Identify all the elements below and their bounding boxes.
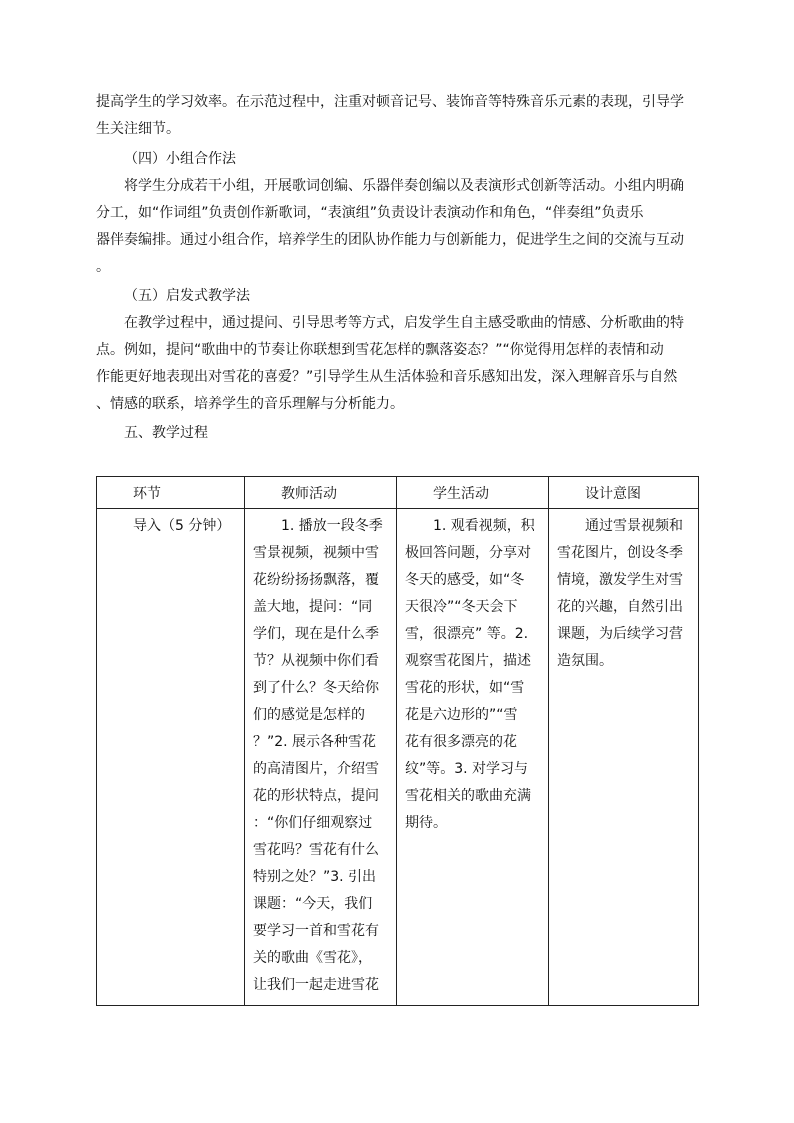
header-cell-stage: 环节 <box>97 477 245 509</box>
teacher-line: 们的感觉是怎样的 <box>253 707 365 723</box>
text-line: 提高学生的学习效率。在示范过程中，注重对顿音记号、装饰音等特殊音乐元素的表现，引导学 <box>96 94 684 110</box>
header-cell-teacher: 教师活动 <box>245 477 397 509</box>
paragraph-heuristic <box>96 310 698 418</box>
teacher-line: ：“你们仔细观察过 <box>253 815 373 831</box>
student-line: 天很冷”“冬天会下 <box>405 599 518 615</box>
intent-line: 课题，为后续学习营 <box>557 626 683 642</box>
student-line: 1. 观看视频，积 <box>433 518 535 534</box>
teacher-line: 花的形状特点，提问 <box>253 788 379 804</box>
student-line: 雪花的形状，如“雪 <box>405 680 525 696</box>
student-line: 极回答问题，分享对 <box>405 545 531 561</box>
student-line: 期待。 <box>405 815 447 831</box>
section-heading-group-work: （四）小组合作法 <box>124 151 236 167</box>
intent-line: 造氛围。 <box>557 653 613 669</box>
paragraph-intro <box>96 89 698 143</box>
teacher-line: 关的歌曲《雪花》， <box>253 950 372 966</box>
teacher-line: 要学习一首和雪花有 <box>253 923 379 939</box>
cell-student-activity <box>397 509 549 1006</box>
teacher-line: 花纷纷扬扬飘落，覆 <box>253 572 379 588</box>
intent-line: 雪花图片，创设冬季 <box>557 545 683 561</box>
text-line: 。 <box>96 259 110 275</box>
teacher-line: 节？从视频中你们看 <box>253 653 379 669</box>
teacher-line: 到了什么？冬天给你 <box>253 680 379 696</box>
cell-teacher-activity <box>245 509 397 1006</box>
student-line: 花是六边形的”“雪 <box>405 707 518 723</box>
intent-line: 花的兴趣，自然引出 <box>557 599 683 615</box>
student-line: 观察雪花图片，描述 <box>405 653 531 669</box>
student-line: 雪，很漂亮” 等。2. <box>405 626 529 642</box>
teacher-line: 的高清图片，介绍雪 <box>253 761 379 777</box>
text-line: 生关注细节。 <box>96 121 180 137</box>
student-line: 纹”等。3. 对学习与 <box>405 761 529 777</box>
table-row <box>97 509 699 1006</box>
cell-design-intent <box>549 509 699 1006</box>
text-line: 点。例如，提问“歌曲中的节奏让你联想到雪花怎样的飘落姿态？”“你觉得用怎样的表情和动 <box>96 342 664 358</box>
text-line: 将学生分成若干小组，开展歌词创编、乐器伴奏创编以及表演形式创新等活动。小组内明确 <box>124 178 684 194</box>
intent-line: 情境，激发学生对雪 <box>557 572 683 588</box>
header-cell-intent: 设计意图 <box>549 477 699 509</box>
text-line: 在教学过程中，通过提问、引导思考等方式，启发学生自主感受歌曲的情感、分析歌曲的特 <box>124 315 684 331</box>
section-title-teaching-process: 五、教学过程 <box>124 425 208 441</box>
teacher-line: 让我们一起走进雪花 <box>253 977 379 993</box>
teacher-line: 学们，现在是什么季 <box>253 626 379 642</box>
teacher-line: 雪花吗？雪花有什么 <box>253 842 379 858</box>
student-line: 雪花相关的歌曲充满 <box>405 788 531 804</box>
teacher-line: ？”2. 展示各种雪花 <box>253 734 377 750</box>
text-line: 分工，如“作词组”负责创作新歌词，“表演组”负责设计表演动作和角色，“伴奏组”负责乐 <box>96 205 644 221</box>
teaching-process-table <box>96 476 699 1006</box>
teacher-line: 雪景视频，视频中雪 <box>253 545 379 561</box>
table-header-row <box>97 477 699 509</box>
teacher-line: 课题：“今天，我们 <box>253 896 373 912</box>
text-line: 器伴奏编排。通过小组合作，培养学生的团队协作能力与创新能力，促进学生之间的交流与互动 <box>96 232 684 248</box>
teacher-line: 盖大地，提问：“同 <box>253 599 373 615</box>
teacher-line: 1. 播放一段冬季 <box>281 518 383 534</box>
text-line: 作能更好地表现出对雪花的喜爱？”引导学生从生活体验和音乐感知出发，深入理解音乐与自然 <box>96 369 678 385</box>
intent-line: 通过雪景视频和 <box>585 518 683 534</box>
stage-label: 导入（5 分钟） <box>133 518 231 534</box>
text-line: 、情感的联系，培养学生的音乐理解与分析能力。 <box>96 396 404 412</box>
cell-stage <box>97 509 245 1006</box>
section-heading-heuristic: （五）启发式教学法 <box>124 288 250 304</box>
paragraph-group-work <box>96 173 698 281</box>
student-line: 花有很多漂亮的花 <box>405 734 517 750</box>
student-line: 冬天的感受，如“冬 <box>405 572 525 588</box>
header-cell-student: 学生活动 <box>397 477 549 509</box>
teacher-line: 特别之处？”3. 引出 <box>253 869 377 885</box>
